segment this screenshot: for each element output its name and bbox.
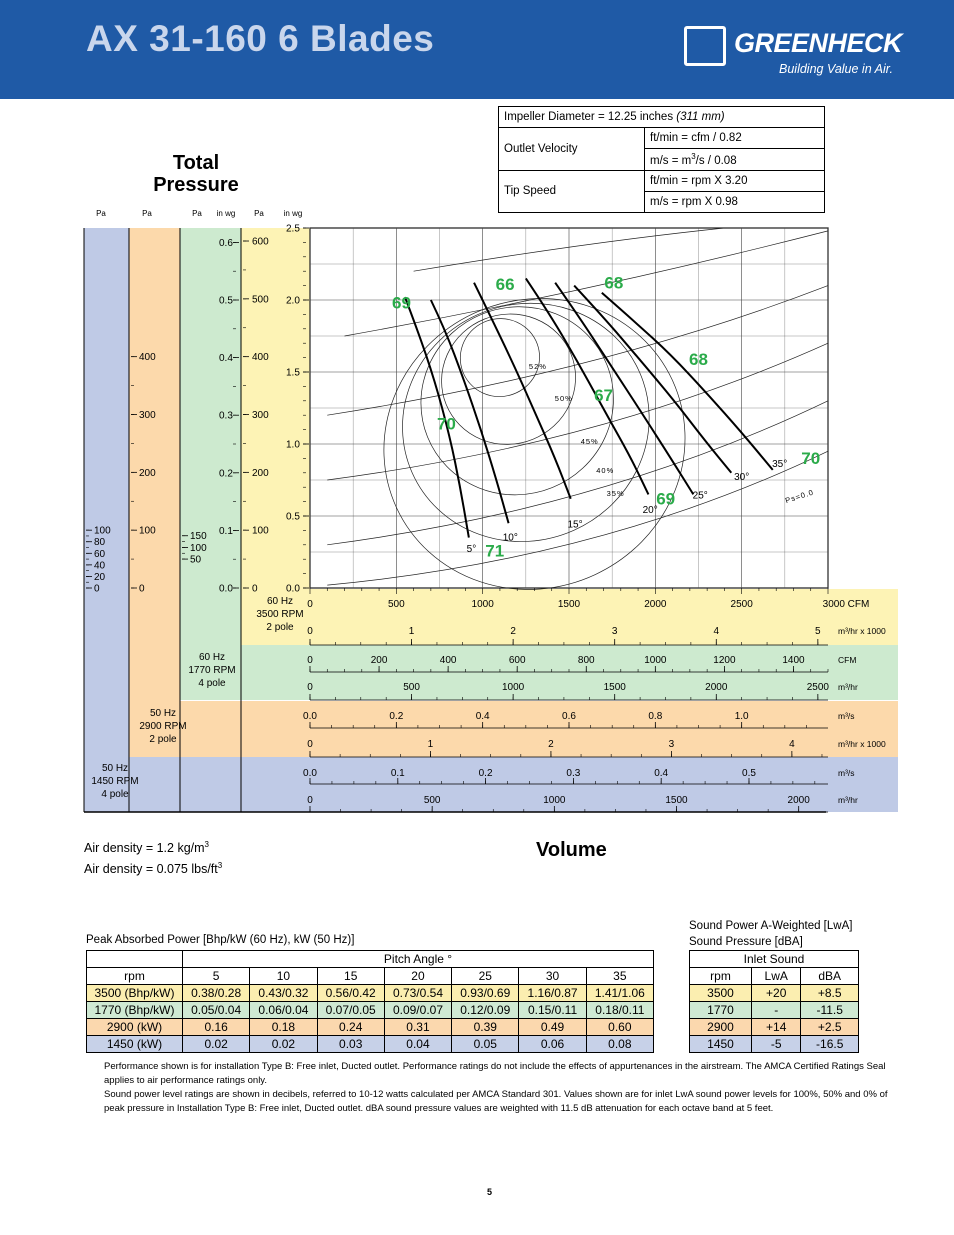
impeller-mm: (311 mm) xyxy=(676,111,725,123)
pitch-label: 30° xyxy=(734,472,750,483)
pa400-tick: 200 xyxy=(139,467,156,479)
sound-title xyxy=(689,918,852,950)
table-cell: 0.24 xyxy=(317,1019,384,1036)
table-cell: +2.5 xyxy=(801,1019,859,1036)
sound-level-label: 67 xyxy=(594,385,613,405)
table-cell: 0.05/0.04 xyxy=(183,1002,250,1019)
table-row xyxy=(87,951,654,968)
m3s1450-tick: 0.5 xyxy=(742,768,756,779)
column-header: dBA xyxy=(801,968,859,985)
tip-formula-2: m/s = rpm X 0.98 xyxy=(645,191,825,212)
band-label: 1450 RPM xyxy=(91,776,139,787)
column-header: 35 xyxy=(586,968,653,985)
table-cell: 0.09/0.07 xyxy=(384,1002,451,1019)
column-header: 25 xyxy=(452,968,519,985)
sound-level-label: 70 xyxy=(436,414,456,434)
table-cell: 0.02 xyxy=(250,1036,317,1053)
table-row xyxy=(690,968,859,985)
table-cell: 1450 xyxy=(690,1036,752,1053)
header-banner xyxy=(0,0,954,99)
column-header: 20 xyxy=(384,968,451,985)
m3s2900-tick: 0.2 xyxy=(389,711,404,722)
efficiency-label: Ps=0.0 xyxy=(784,487,816,506)
m3hr1450-unit: m³/hr xyxy=(838,795,858,805)
inwg25-tick: 0.5 xyxy=(286,511,300,523)
table-cell: - xyxy=(752,1002,801,1019)
cfm1770-unit: CFM xyxy=(838,655,857,665)
m3s2900-tick: 0.8 xyxy=(648,711,663,722)
m3hr1000-a-tick: 3 xyxy=(611,626,618,637)
pressure-strip xyxy=(129,228,180,757)
m3s2900-tick: 0.0 xyxy=(303,711,317,722)
band-label: 3500 RPM xyxy=(256,609,304,620)
note-1: Performance shown is for installation Type B: Free inlet, Ducted outlet. Performance ratings do not include the effects of appurtenances in the airstream. The AMCA Certified Ratings Seal applies to air performance ratings only. xyxy=(104,1061,886,1086)
pa600-tick: 300 xyxy=(252,410,269,422)
cfm-tick: 3000 CFM xyxy=(822,599,870,610)
table-cell: -16.5 xyxy=(801,1036,859,1053)
table-cell: 0.49 xyxy=(519,1019,586,1036)
group-header: Inlet Sound xyxy=(690,951,859,968)
outlet-label: Outlet Velocity xyxy=(499,128,645,171)
pitch-label: 15° xyxy=(567,519,583,531)
table-cell: 0.05 xyxy=(452,1036,519,1053)
inwg25-tick: 2.5 xyxy=(286,223,300,235)
pressure-unit: Pa xyxy=(254,209,264,218)
table-cell: -5 xyxy=(752,1036,801,1053)
pitch-label: 35° xyxy=(772,459,788,471)
cfm1770-tick: 200 xyxy=(370,655,388,666)
band-label: 4 pole xyxy=(101,789,129,800)
pa600-tick: 600 xyxy=(252,236,269,248)
pa150-tick: 100 xyxy=(190,542,207,554)
table-cell: 3500 xyxy=(690,985,752,1002)
efficiency-label: 40% xyxy=(596,465,615,475)
density-imperial xyxy=(84,857,222,878)
table-cell: +14 xyxy=(752,1019,801,1036)
column-header: rpm xyxy=(690,968,752,985)
table-cell: 1.41/1.06 xyxy=(586,985,653,1002)
density-l1-sup: 3 xyxy=(204,840,209,849)
cfm-tick: 2500 xyxy=(730,599,753,610)
m3s1450-tick: 0.3 xyxy=(566,768,581,779)
inwg06-tick: 0.0 xyxy=(219,583,233,595)
greenheck-logo xyxy=(684,24,904,80)
table-cell: 0.03 xyxy=(317,1036,384,1053)
table-cell: 1770 (Bhp/kW) xyxy=(87,1002,183,1019)
sound-level-label: 71 xyxy=(485,541,505,561)
pitch-label: 5° xyxy=(466,544,477,555)
pa400-tick: 400 xyxy=(139,352,156,364)
volume-title: Volume xyxy=(536,839,607,861)
efficiency-label: 35% xyxy=(606,488,625,498)
table-row xyxy=(690,1036,859,1053)
column-header: 5 xyxy=(183,968,250,985)
pressure-unit: Pa xyxy=(192,209,202,218)
table-cell: +20 xyxy=(752,985,801,1002)
m3s1450-tick: 0.0 xyxy=(303,768,317,779)
tip-label: Tip Speed xyxy=(499,170,645,212)
table-row xyxy=(690,985,859,1002)
efficiency-label: 52% xyxy=(528,362,547,372)
column-header: 10 xyxy=(250,968,317,985)
cfm-tick: 1500 xyxy=(557,599,581,610)
density-metric xyxy=(84,836,222,857)
table-cell: 0.93/0.69 xyxy=(452,985,519,1002)
table-cell: +8.5 xyxy=(801,985,859,1002)
air-density xyxy=(84,836,222,878)
table-cell: 2900 xyxy=(690,1019,752,1036)
cfm1770-tick: 400 xyxy=(439,655,457,666)
tip-formula-1: ft/min = rpm X 3.20 xyxy=(645,170,825,191)
pa100-tick: 40 xyxy=(94,560,106,572)
table-cell: 0.31 xyxy=(384,1019,451,1036)
band-label: 2 pole xyxy=(266,622,294,633)
cfm1770-tick: 1000 xyxy=(644,655,667,666)
table-cell: 3500 (Bhp/kW) xyxy=(87,985,183,1002)
cfm1770-tick: 1200 xyxy=(713,655,736,666)
spec-row xyxy=(499,128,825,149)
pa100-tick: 100 xyxy=(94,525,111,537)
inwg06-tick: 0.4 xyxy=(219,353,233,365)
m3hr1450-tick: 1500 xyxy=(665,795,688,806)
pa100-tick: 60 xyxy=(94,548,106,560)
table-cell: 0.04 xyxy=(384,1036,451,1053)
table-cell: 1.16/0.87 xyxy=(519,985,586,1002)
table-cell: 0.07/0.05 xyxy=(317,1002,384,1019)
pa400-tick: 100 xyxy=(139,525,156,537)
inwg25-tick: 2.0 xyxy=(286,295,300,307)
inwg06-tick: 0.3 xyxy=(219,410,233,422)
cfm-tick: 0 xyxy=(307,599,313,610)
logo-tagline: Building Value in Air. xyxy=(779,62,893,76)
cfm1770-tick: 1400 xyxy=(782,655,805,666)
outlet-f2c: /s / 0.08 xyxy=(695,154,737,167)
pressure-strip xyxy=(84,228,129,812)
table-cell: 0.06/0.04 xyxy=(250,1002,317,1019)
m3hr2900-tick: 1 xyxy=(427,739,434,750)
sound-level-label: 69 xyxy=(656,489,676,509)
m3s1450-tick: 0.2 xyxy=(478,768,493,779)
cfm-tick: 2000 xyxy=(644,599,667,610)
table-cell: 0.02 xyxy=(183,1036,250,1053)
m3hr1000-a-tick: 0 xyxy=(307,626,313,637)
table-row xyxy=(87,1019,654,1036)
table-row xyxy=(690,951,859,968)
table-row xyxy=(690,1019,859,1036)
m3s2900-tick: 1.0 xyxy=(734,711,749,722)
sound-title-2: Sound Pressure [dBA] xyxy=(689,936,803,948)
pa100-tick: 20 xyxy=(94,571,106,583)
band-label: 60 Hz xyxy=(266,596,294,607)
outlet-formula-1: ft/min = cfm / 0.82 xyxy=(645,128,825,149)
sound-level-label: 69 xyxy=(392,293,411,313)
m3hr1770-tick: 1000 xyxy=(502,682,525,693)
inwg06-tick: 0.2 xyxy=(219,468,233,480)
pressure-unit: Pa xyxy=(96,209,106,218)
pitch-label: 25° xyxy=(692,490,708,502)
table-row xyxy=(87,1002,654,1019)
pa150-tick: 150 xyxy=(190,531,207,543)
band-label: 4 pole xyxy=(198,678,226,689)
table-cell: 0.56/0.42 xyxy=(317,985,384,1002)
m3hr1450-tick: 500 xyxy=(423,795,441,806)
table-cell: 1770 xyxy=(690,1002,752,1019)
m3hr2900-tick: 3 xyxy=(668,739,675,750)
cfm-tick: 1000 xyxy=(471,599,494,610)
band-label: 1770 RPM xyxy=(188,665,236,676)
inwg25-tick: 0.0 xyxy=(286,583,300,595)
m3hr2900-unit: m³/hr x 1000 xyxy=(838,739,886,749)
table-cell: 0.38/0.28 xyxy=(183,985,250,1002)
fan-curve-chart xyxy=(0,200,954,820)
page-number: 5 xyxy=(487,1187,493,1197)
density-l1: Air density = 1.2 kg/m xyxy=(84,841,205,856)
pa600-tick: 500 xyxy=(252,294,269,306)
sound-level-label: 70 xyxy=(801,449,821,469)
impeller-text: Impeller Diameter = 12.25 inches xyxy=(504,111,674,123)
m3hr1770-tick: 1500 xyxy=(603,682,626,693)
table-row xyxy=(690,1002,859,1019)
table-cell: 0.16 xyxy=(183,1019,250,1036)
m3hr1000-a-tick: 4 xyxy=(713,626,720,637)
pressure-unit: Pa xyxy=(142,209,152,218)
pa600-tick: 100 xyxy=(252,525,269,537)
m3hr1770-tick: 2500 xyxy=(806,682,829,693)
m3hr2900-tick: 0 xyxy=(307,739,313,750)
logo-mark-icon xyxy=(684,26,726,66)
table-cell: 0.43/0.32 xyxy=(250,985,317,1002)
pa150-tick: 50 xyxy=(190,554,202,566)
pa400-tick: 0 xyxy=(139,583,145,595)
table-cell: 0.08 xyxy=(586,1036,653,1053)
m3hr1000-a-unit: m³/hr x 1000 xyxy=(838,626,886,636)
efficiency-label: 45% xyxy=(580,437,599,446)
cfm1770-tick: 600 xyxy=(508,655,526,666)
pressure-unit: in wg xyxy=(216,209,236,218)
band-label: 60 Hz xyxy=(198,652,226,663)
table-row xyxy=(87,968,654,985)
page-title: AX 31-160 6 Blades xyxy=(86,18,435,59)
table-cell: 0.15/0.11 xyxy=(519,1002,586,1019)
pa600-tick: 0 xyxy=(252,583,258,595)
inwg06-tick: 0.6 xyxy=(219,237,233,249)
m3hr1770-tick: 500 xyxy=(403,682,420,693)
impeller-cell xyxy=(499,107,825,128)
volume-strip xyxy=(310,589,898,645)
inwg06-tick: 0.5 xyxy=(219,295,233,307)
table-row xyxy=(87,1036,654,1053)
pitch-label: 20° xyxy=(642,505,658,517)
cfm1770-tick: 800 xyxy=(577,655,595,666)
inwg06-tick: 0.1 xyxy=(219,525,233,537)
pa600-tick: 200 xyxy=(252,467,269,479)
m3hr1770-tick: 0 xyxy=(307,682,313,693)
logo-brand: GREENHECK xyxy=(734,28,903,58)
cfm1770-tick: 0 xyxy=(307,655,313,666)
m3hr1770-unit: m³/hr xyxy=(838,682,858,692)
m3hr1450-tick: 1000 xyxy=(543,795,566,806)
pa600-tick: 400 xyxy=(252,352,269,364)
column-header: LwA xyxy=(752,968,801,985)
m3hr1450-tick: 2000 xyxy=(787,795,810,806)
m3hr1450-tick: 0 xyxy=(307,795,313,806)
pa100-tick: 0 xyxy=(94,583,100,595)
spec-table xyxy=(498,106,825,213)
table-cell: -11.5 xyxy=(801,1002,859,1019)
m3s2900-unit: m³/s xyxy=(838,711,855,721)
sound-level-label: 68 xyxy=(604,273,624,293)
table-cell: 0.12/0.09 xyxy=(452,1002,519,1019)
m3hr1770-tick: 2000 xyxy=(705,682,728,693)
table-cell: 0.18/0.11 xyxy=(586,1002,653,1019)
m3s1450-unit: m³/s xyxy=(838,768,855,778)
efficiency-label: 50% xyxy=(554,393,573,403)
m3s1450-tick: 0.1 xyxy=(390,768,405,779)
density-l2-sup: 3 xyxy=(217,861,223,871)
pa100-tick: 80 xyxy=(94,537,106,549)
sound-title-1: Sound Power A-Weighted [LwA] xyxy=(689,920,853,932)
m3hr1000-a-tick: 2 xyxy=(510,626,516,637)
notes xyxy=(104,1060,898,1116)
m3s2900-tick: 0.6 xyxy=(562,711,576,722)
inwg25-tick: 1.0 xyxy=(286,439,300,451)
pa400-tick: 300 xyxy=(139,410,156,422)
density-l2: Air density = 0.075 lbs/ft xyxy=(84,862,218,877)
pressure-unit: in wg xyxy=(283,209,303,218)
table-cell: 0.18 xyxy=(250,1019,317,1036)
m3hr1000-a-tick: 5 xyxy=(815,626,821,637)
column-header: 15 xyxy=(317,968,384,985)
total-pressure-title: Total Pressure xyxy=(153,152,239,196)
power-table xyxy=(86,950,654,1053)
m3hr2900-tick: 2 xyxy=(548,739,554,750)
band-label: 2 pole xyxy=(149,734,177,745)
band-label: 50 Hz xyxy=(101,763,129,774)
column-header: rpm xyxy=(87,968,183,985)
band-label: 50 Hz xyxy=(149,708,177,719)
table-row xyxy=(87,985,654,1002)
outlet-f2b: 3 xyxy=(691,152,696,161)
outlet-f2a: m/s = m xyxy=(650,154,692,167)
table-cell: 0.60 xyxy=(586,1019,653,1036)
m3s1450-tick: 0.4 xyxy=(654,768,669,779)
sound-table xyxy=(689,950,859,1053)
table-cell: 2900 (kW) xyxy=(87,1019,183,1036)
group-header: Pitch Angle ° xyxy=(183,951,654,968)
m3s2900-tick: 0.4 xyxy=(475,711,490,722)
power-title: Peak Absorbed Power [Bhp/kW (60 Hz), kW (50 Hz)] xyxy=(86,934,355,946)
table-cell: 1450 (kW) xyxy=(87,1036,183,1053)
m3hr2900-tick: 4 xyxy=(789,739,795,750)
note-2: Sound power level ratings are shown in decibels, referred to 10-12 watts calculated per AMCA Standard 301. Values shown are for inlet LwA sound power levels for 100%, 50% and 0% of peak pressure in Installation Type B: Free inlet, Ducted outlet. dBA sound pressure values are weighted with 11.5 dB attenuation for each octave band at 5 feet. xyxy=(104,1089,888,1114)
cfm-tick: 500 xyxy=(387,599,405,610)
sound-level-label: 68 xyxy=(689,349,708,369)
column-header: 30 xyxy=(519,968,586,985)
spec-row xyxy=(499,107,825,128)
outlet-formula-2 xyxy=(645,149,825,171)
inwg25-tick: 1.5 xyxy=(286,367,300,379)
spec-row xyxy=(499,170,825,191)
table-cell: 0.73/0.54 xyxy=(384,985,451,1002)
table-cell: 0.06 xyxy=(519,1036,586,1053)
table-cell: 0.39 xyxy=(452,1019,519,1036)
pressure-strip xyxy=(241,228,310,645)
pitch-label: 10° xyxy=(502,532,518,544)
sound-level-label: 66 xyxy=(495,274,515,294)
m3hr1000-a-tick: 1 xyxy=(408,626,415,637)
band-label: 2900 RPM xyxy=(139,721,187,732)
